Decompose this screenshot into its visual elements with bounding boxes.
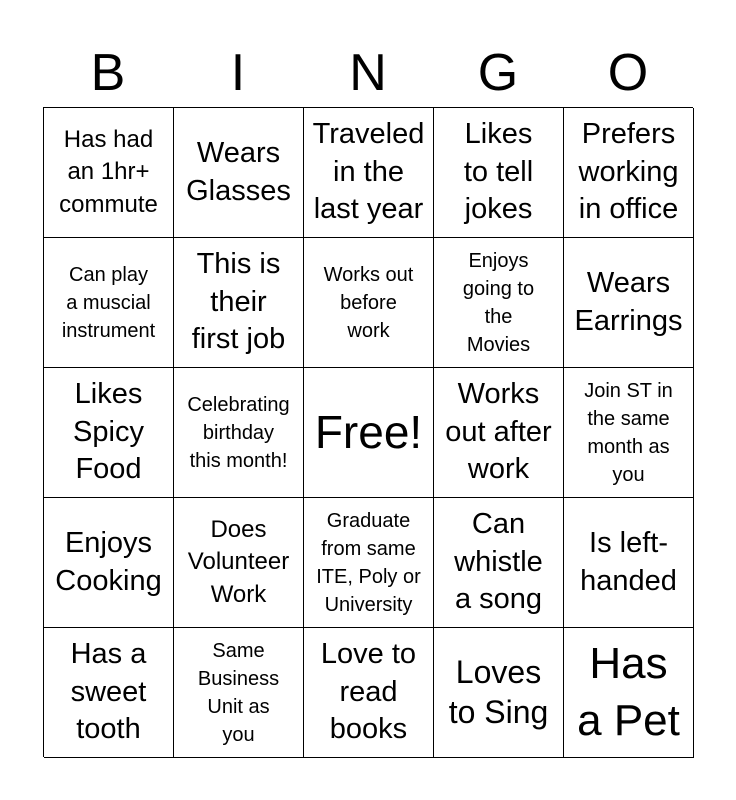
bingo-cell[interactable]	[564, 368, 694, 498]
bingo-header	[43, 40, 693, 106]
bingo-cell[interactable]	[174, 368, 304, 498]
bingo-cell[interactable]	[564, 498, 694, 628]
bingo-cell[interactable]	[304, 108, 434, 238]
cell-text: Has a sweet tooth	[70, 637, 147, 746]
bingo-cell[interactable]	[434, 498, 564, 628]
cell-text: Has a Pet	[577, 639, 680, 745]
bingo-cell[interactable]	[564, 628, 694, 758]
cell-text: Works out after work	[445, 377, 552, 486]
bingo-cell[interactable]	[44, 628, 174, 758]
cell-text: Love to read books	[320, 637, 417, 746]
cell-text: Same Business Unit as you	[197, 639, 280, 746]
bingo-cell[interactable]	[434, 238, 564, 368]
bingo-cell[interactable]	[434, 628, 564, 758]
free-space-text: Free!	[314, 406, 423, 459]
bingo-cell[interactable]	[564, 238, 694, 368]
cell-text: Wears Glasses	[186, 136, 291, 207]
cell-text: Likes Spicy Food	[73, 377, 144, 486]
cell-text: Can play a muscial instrument	[61, 263, 156, 342]
header-letter-b: B	[90, 44, 126, 102]
cell-text: Loves to Sing	[448, 654, 549, 730]
cell-text: Wears Earrings	[574, 266, 683, 337]
bingo-cell[interactable]	[564, 108, 694, 238]
bingo-cell[interactable]	[434, 108, 564, 238]
header-letter-g: G	[477, 44, 519, 102]
bingo-cell[interactable]	[174, 238, 304, 368]
bingo-cell[interactable]	[304, 628, 434, 758]
cell-text: Join ST in the same month as you	[584, 379, 673, 486]
bingo-cell[interactable]	[304, 238, 434, 368]
cell-text: Has had an 1hr+ commute	[59, 125, 158, 218]
cell-text: Enjoys going to the Movies	[462, 249, 535, 356]
cell-text: Celebrating birthday this month!	[187, 393, 290, 472]
bingo-cell[interactable]	[434, 368, 564, 498]
cell-text: Prefers working in office	[578, 117, 679, 226]
cell-text: Enjoys Cooking	[55, 526, 162, 597]
cell-text: Can whistle a song	[454, 507, 543, 616]
cell-text: Graduate from same ITE, Poly or University	[316, 509, 421, 616]
header-letter-n: N	[349, 44, 387, 102]
bingo-cell[interactable]	[44, 108, 174, 238]
bingo-cell[interactable]	[174, 498, 304, 628]
cell-text: Works out before work	[323, 263, 414, 342]
bingo-cell[interactable]	[174, 108, 304, 238]
bingo-cell[interactable]	[304, 498, 434, 628]
cell-text: This is their first job	[191, 247, 286, 356]
header-letter-o: O	[607, 44, 649, 102]
cell-text: Does Volunteer Work	[187, 515, 290, 608]
bingo-cell[interactable]	[174, 628, 304, 758]
bingo-board	[43, 107, 693, 757]
cell-text: Is left- handed	[580, 526, 677, 597]
bingo-cell[interactable]	[44, 498, 174, 628]
bingo-cell[interactable]	[44, 238, 174, 368]
cell-text: Likes to tell jokes	[463, 117, 534, 226]
free-space[interactable]	[304, 368, 434, 498]
bingo-cell[interactable]	[44, 368, 174, 498]
cell-text: Traveled in the last year	[312, 117, 425, 226]
header-letter-i: I	[230, 44, 246, 102]
